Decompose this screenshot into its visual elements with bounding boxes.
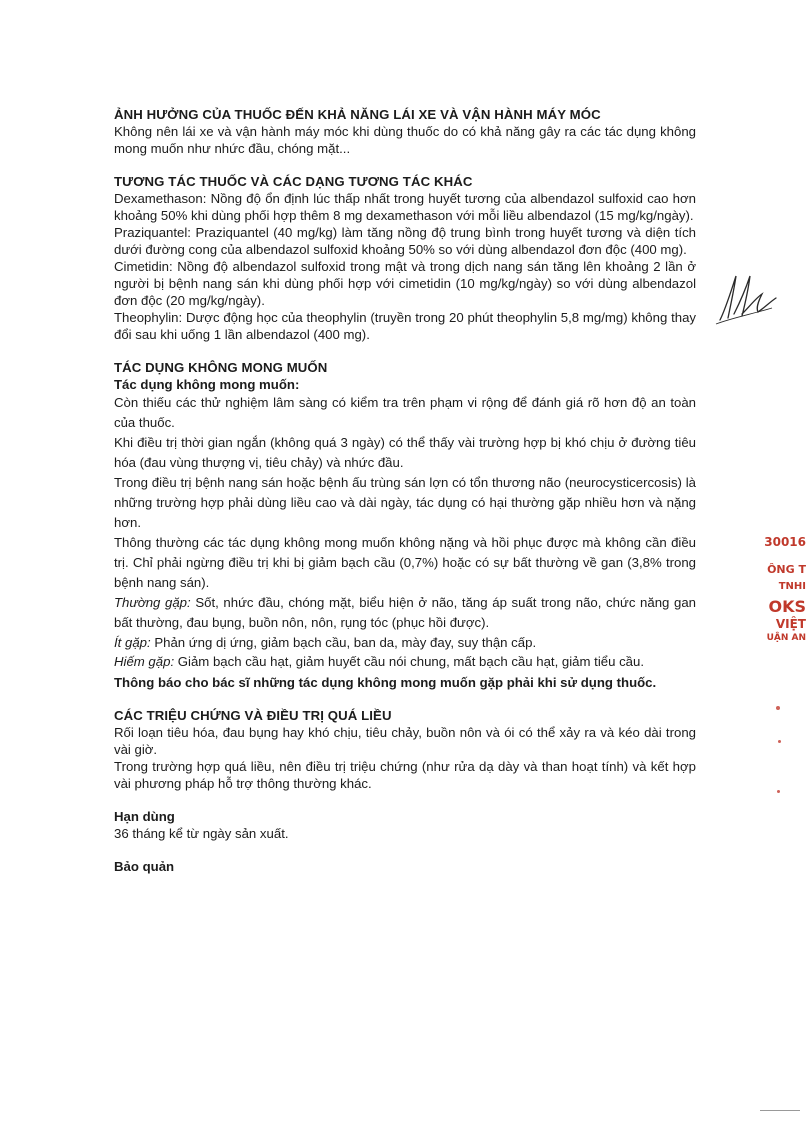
section-title: Hạn dùng bbox=[114, 809, 175, 824]
paragraph: Khi điều trị thời gian ngắn (không quá 3 ngày) có thể thấy vài trường hợp bị khó chịu ở đường tiêu hóa (đau vùng thượng vị, tiêu chảy) và nhức đầu. bbox=[114, 435, 696, 470]
rare-effects bbox=[114, 653, 696, 670]
paragraph: Trong điều trị bệnh nang sán hoặc bệnh ấu trùng sán lợn có tổn thương não (neurocysticercosis) là những trường hợp phải dùng liều cao và dài ngày, tác dụng có hại thường gặp nhiều hơn và nặng hơn. bbox=[114, 475, 696, 530]
uncommon-label: Ít gặp: bbox=[114, 635, 151, 650]
section-overdose bbox=[114, 707, 696, 792]
paragraph: Rối loạn tiêu hóa, đau bụng hay khó chịu, tiêu chảy, buồn nôn và ói có thể xảy ra và kéo dài trong vài giờ. bbox=[114, 725, 696, 757]
section-title: TƯƠNG TÁC THUỐC VÀ CÁC DẠNG TƯƠNG TÁC KHÁC bbox=[114, 174, 473, 189]
stamp-mark bbox=[778, 740, 781, 743]
notice: Thông báo cho bác sĩ những tác dụng không mong muốn gặp phải khi sử dụng thuốc. bbox=[114, 675, 657, 690]
handwritten-signature bbox=[712, 268, 782, 328]
section-title: Bảo quản bbox=[114, 859, 175, 874]
paragraph: Praziquantel: Praziquantel (40 mg/kg) làm tăng nồng độ trung bình trong huyết tương và diện tích dưới đường cong của albendazol sulfoxid khoảng 50% so với dùng albendazol đơn độc (400 mg). bbox=[114, 225, 696, 257]
stamp-text: VIỆT bbox=[775, 617, 806, 631]
stamp-mark bbox=[777, 790, 780, 793]
paragraph: Thông thường các tác dụng không mong muốn không nặng và hồi phục được mà không cần điều trị. Chỉ phải ngừng điều trị khi bị giảm bạch cầu (0,7%) hoặc có sự bất thường về gan (3,8% trong bệnh nang sán). bbox=[114, 535, 696, 590]
uncommon-text: Phản ứng dị ứng, giảm bạch cầu, ban da, mày đay, suy thận cấp. bbox=[150, 635, 537, 650]
stamp-text: ÔNG T bbox=[767, 563, 806, 576]
rare-text: Giảm bạch cầu hạt, giảm huyết cầu nói chung, mất bạch cầu hạt, giảm tiểu cầu. bbox=[174, 654, 645, 669]
stamp-text: TNHI bbox=[778, 581, 806, 592]
stamp-text: UẬN AN bbox=[766, 633, 806, 643]
paragraph: Trong trường hợp quá liều, nên điều trị triệu chứng (như rửa dạ dày và than hoạt tính) và kết hợp vài phương pháp hỗ trợ thông thường khác. bbox=[114, 759, 696, 791]
section-expiry bbox=[114, 808, 696, 842]
stamp-mark bbox=[776, 706, 780, 710]
paragraph: Cimetidin: Nồng độ albendazol sulfoxid trong mật và trong dịch nang sán tăng lên khoảng 2 lần ở người bị bệnh nang sán khi dùng phối hợp với cimetidin (10 mg/kg/ngày) so với dùng albendazol đơn độc (20 mg/kg/ngày). bbox=[114, 259, 696, 308]
common-text: Sốt, nhức đầu, chóng mặt, biểu hiện ở não, tăng áp suất trong não, chức năng gan bất thường, đau bụng, buồn nôn, nôn, rụng tóc (phục hồi được). bbox=[114, 595, 697, 630]
section-title: TÁC DỤNG KHÔNG MONG MUỐN bbox=[114, 360, 328, 375]
paragraph: Không nên lái xe và vận hành máy móc khi dùng thuốc do có khả năng gây ra các tác dụng không mong muốn như nhức đầu, chóng mặt... bbox=[114, 124, 696, 156]
section-driving bbox=[114, 106, 696, 157]
common-label: Thường gặp: bbox=[114, 595, 191, 610]
stamp-text: 30016 bbox=[764, 535, 806, 549]
paragraph: Theophylin: Dược động học của theophylin (truyền trong 20 phút theophylin 5,8 mg/mg) không thay đổi sau khi uống 1 lần albendazol (400 mg). bbox=[114, 310, 696, 342]
paragraph: Còn thiếu các thử nghiệm lâm sàng có kiểm tra trên phạm vi rộng để đánh giá rõ hơn độ an toàn của thuốc. bbox=[114, 395, 696, 430]
section-subtitle: Tác dụng không mong muốn: bbox=[114, 377, 300, 392]
company-stamp bbox=[733, 535, 806, 645]
stamp-text: OKS bbox=[768, 597, 806, 616]
rare-label: Hiếm gặp: bbox=[114, 654, 175, 669]
section-title: CÁC TRIỆU CHỨNG VÀ ĐIỀU TRỊ QUÁ LIỀU bbox=[114, 708, 392, 723]
section-interactions bbox=[114, 173, 696, 343]
section-title: ẢNH HƯỞNG CỦA THUỐC ĐẾN KHẢ NĂNG LÁI XE VÀ VẬN HÀNH MÁY MÓC bbox=[114, 107, 601, 122]
paragraph: Dexamethason: Nồng độ ổn định lúc thấp nhất trong huyết tương của albendazol sulfoxid cao hơn khoảng 50% khi dùng phối hợp thêm 8 mg dexamethason với mỗi liều albendazol (15 mg/kg/ngày). bbox=[114, 191, 696, 223]
section-adverse-effects bbox=[114, 359, 696, 691]
section-storage bbox=[114, 858, 696, 875]
uncommon-effects bbox=[114, 633, 696, 653]
paragraph: 36 tháng kể từ ngày sản xuất. bbox=[114, 826, 289, 841]
scan-edge-line bbox=[760, 1110, 800, 1111]
document-body bbox=[114, 106, 696, 891]
common-effects bbox=[114, 593, 696, 633]
